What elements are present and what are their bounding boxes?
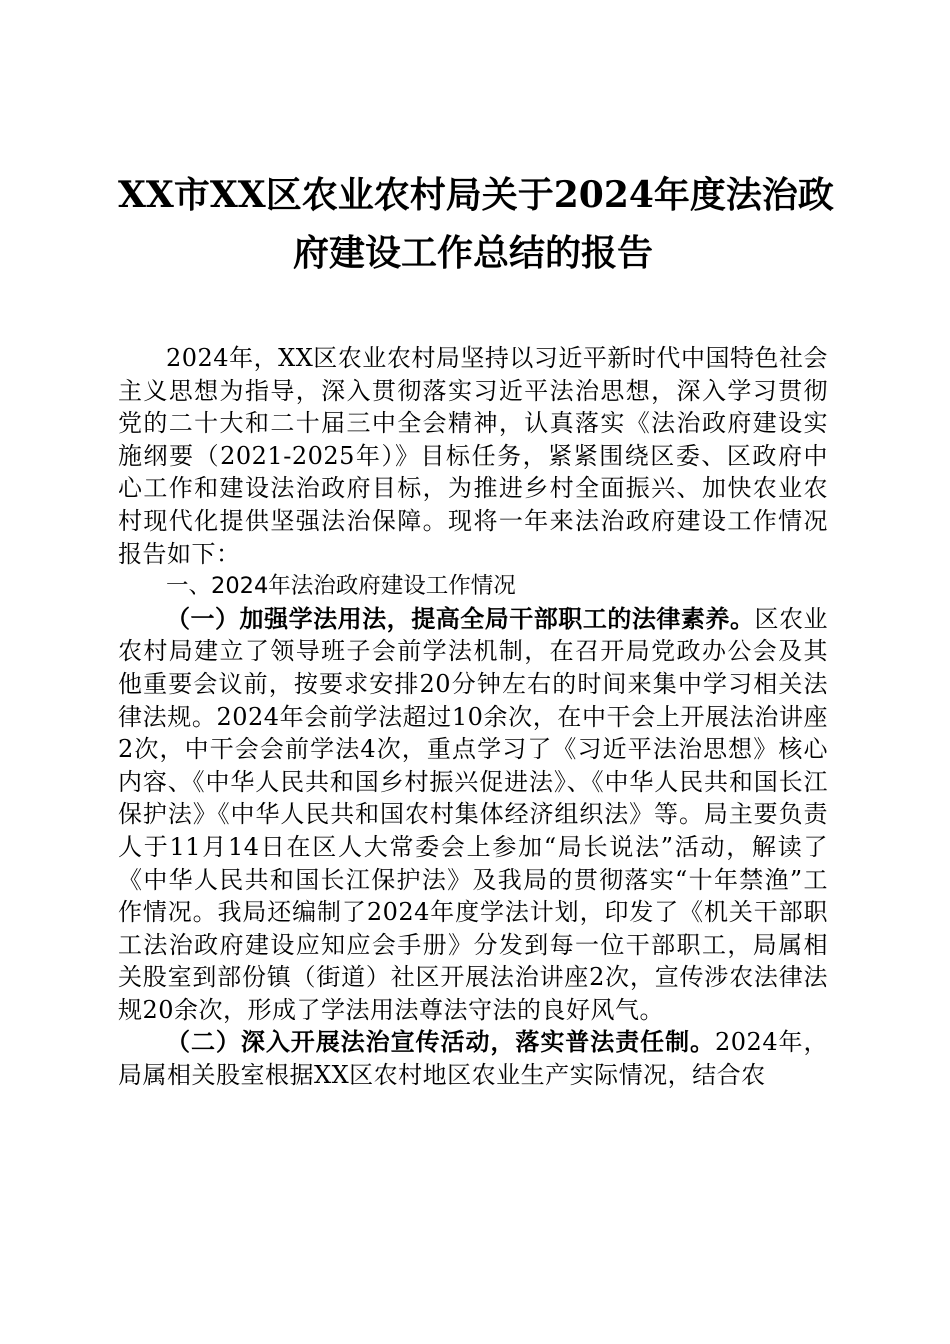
title-line-1: XX市XX区农业农村局关于2024年度法治政 [118, 174, 834, 216]
section-1-body: 区农业农村局建立了领导班子会前学法机制，在召开局党政办公会及其他重要会议前，按要求安排20分钟左右的时间来集中学习相关法律法规。2024年会前学法超过10余次，在中干会上开展法治讲座2次，中干会会前学法4次，重点学习了《习近平法治思想》核心内容、《中华人民共和国乡村振兴促进法》、《中华人民共和国长江保护法》《中华人民共和国农村集体经济组织法》等。局主要负责人于11月14日在区人大常委会上参加“局长说法”活动，解读了《中华人民共和国长江保护法》及我局的贯彻落实“十年禁渔”工作情况。我局还编制了2024年度学法计划，印发了《机关干部职工法治政府建设应知应会手册》分发到每一位干部职工，局属相关股室到部份镇（街道）社区开展法治讲座2次，宣传涉农法律法规20余次，形成了学法用法尊法守法的良好风气。 [118, 604, 829, 1024]
section-1-lead: （一）加强学法用法，提高全局干部职工的法律素养。 [166, 603, 755, 633]
section-heading-1: 一、2024年法治政府建设工作情况 [166, 573, 516, 600]
intro-paragraph: 2024年，XX区农业农村局坚持以习近平新时代中国特色社会主义思想为指导，深入贯彻落实习近平法治思想，深入学习贯彻党的二十大和二十届三中全会精神，认真落实《法治政府建设实施纲要（2021-2025年）》目标任务，紧紧围绕区委、区政府中心工作和建设法治政府目标，为推进乡村全面振兴、加快农业农村现代化提供坚强法治保障。现将一年来法治政府建设工作情况报告如下： [118, 344, 828, 568]
section-1-paragraph [118, 603, 828, 1027]
document-body [118, 342, 828, 1092]
section-2-body: 2024年，局属相关股室根据XX区农村地区农业生产实际情况，结合农 [118, 1028, 829, 1090]
title-line-2: 府建设工作总结的报告 [292, 232, 653, 274]
document-page [118, 166, 834, 1092]
section-2-lead: （二）深入开展法治宣传活动，落实普法责任制。 [166, 1027, 716, 1057]
section-2-paragraph [118, 1026, 828, 1091]
document-title [118, 166, 834, 282]
